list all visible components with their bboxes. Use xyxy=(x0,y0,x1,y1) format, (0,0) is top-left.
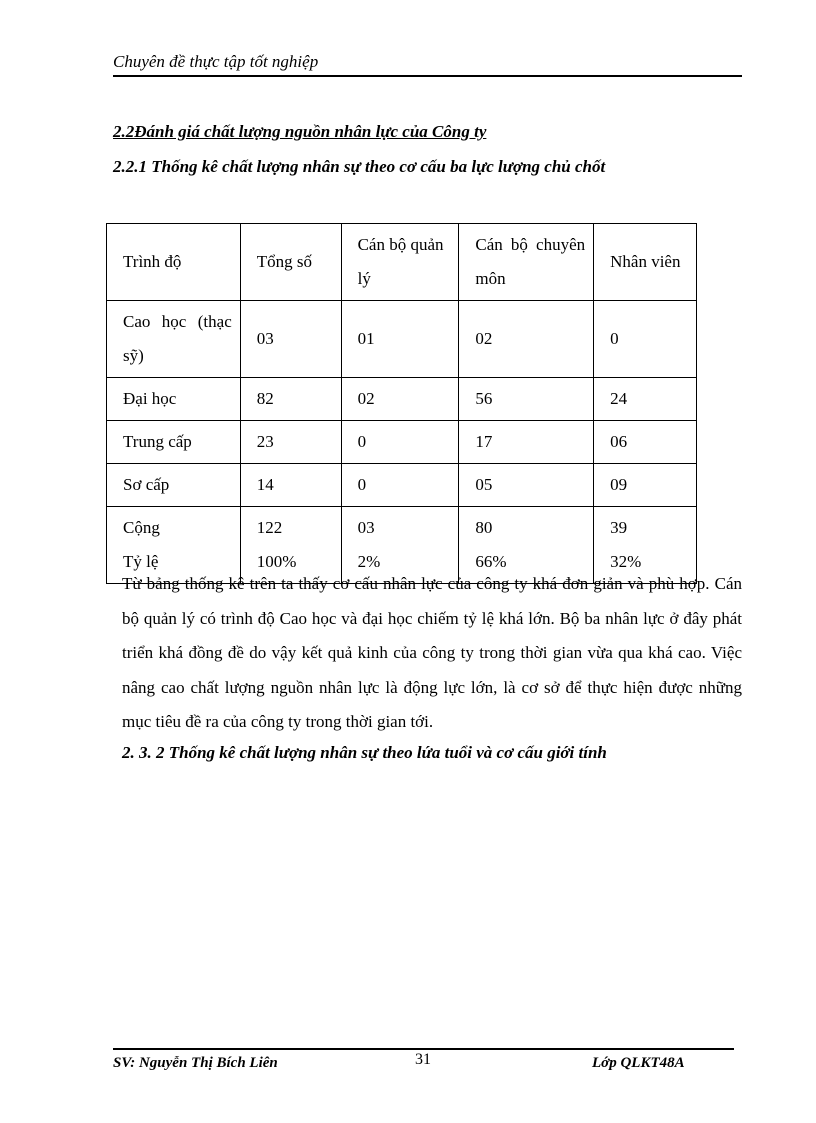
table-cell: 01 xyxy=(341,301,459,378)
table-cell: 0 xyxy=(594,301,697,378)
total-value: 03 xyxy=(357,518,375,537)
ratio-value: 32% xyxy=(610,552,642,571)
table-cell: 03 xyxy=(240,301,341,378)
table-cell: 0 xyxy=(341,464,459,507)
table-cell: 56 xyxy=(459,378,594,421)
table-cell: 09 xyxy=(594,464,697,507)
table-cell: 17 xyxy=(459,421,594,464)
table-cell: Sơ cấp xyxy=(107,464,241,507)
table-cell: 82 xyxy=(240,378,341,421)
analysis-paragraph: Từ bảng thống kê trên ta thấy cơ cấu nhân lực của công ty khá đơn giản và phù hợp. Cán bộ quản lý có trình độ Cao học và đại học chiếm tỷ lệ khá lớn. Bộ ba nhân lực ở đây phát triển khá đồng đề do vậy kết quả kinh của công ty trong thời gian vừa qua khá cao. Việc nâng cao chất lượng nguồn nhân lực là động lực lớn, là cơ sở để thực hiện được những mục tiêu đề ra của công ty trong thời gian tới. xyxy=(122,574,742,731)
table-cell: 05 xyxy=(459,464,594,507)
total-value: 80 xyxy=(475,518,493,537)
table-cell: 02 xyxy=(341,378,459,421)
table-cell: 24 xyxy=(594,378,697,421)
table-row xyxy=(107,301,697,378)
ratio-value: 66% xyxy=(475,552,507,571)
table-cell: 0 xyxy=(341,421,459,464)
total-value: 122 xyxy=(256,518,283,537)
page-number: 31 xyxy=(415,1051,431,1068)
footer-rule xyxy=(113,1048,734,1050)
section-title: 2.2Đánh giá chất lượng nguồn nhân lực của Công ty xyxy=(113,122,487,141)
table-cell: 23 xyxy=(240,421,341,464)
table-header-row xyxy=(107,224,697,301)
table-cell: Trung cấp xyxy=(107,421,241,464)
table-row xyxy=(107,378,697,421)
ratio-value: 2% xyxy=(357,552,381,571)
ratio-value: 100% xyxy=(256,552,297,571)
table-cell: Cao học (thạc sỹ) xyxy=(107,301,241,378)
header-rule xyxy=(113,75,742,77)
table-header-cell: Cán bộ chuyên môn xyxy=(459,224,594,301)
total-value: 39 xyxy=(610,518,628,537)
footer-student: SV: Nguyễn Thị Bích Liên xyxy=(113,1055,278,1071)
table-cell: 14 xyxy=(240,464,341,507)
ratio-label: Tỷ lệ xyxy=(123,552,159,571)
table-row xyxy=(107,421,697,464)
section-title-2: 2. 3. 2 Thống kê chất lượng nhân sự theo lứa tuổi và cơ cấu giới tính xyxy=(122,743,607,762)
table-cell: 02 xyxy=(459,301,594,378)
table-header-cell: Nhân viên xyxy=(594,224,697,301)
subsection-title: 2.2.1 Thống kê chất lượng nhân sự theo cơ cấu ba lực lượng chủ chốt xyxy=(113,157,606,176)
table-row xyxy=(107,464,697,507)
table-cell: 06 xyxy=(594,421,697,464)
table-header-cell: Trình độ xyxy=(107,224,241,301)
page-header: Chuyên đề thực tập tốt nghiệp xyxy=(113,52,319,71)
table-header-cell: Tổng số xyxy=(240,224,341,301)
table-header-cell: Cán bộ quản lý xyxy=(341,224,459,301)
total-label: Cộng xyxy=(123,518,160,537)
staff-quality-table xyxy=(106,223,697,584)
table-cell: Đại học xyxy=(107,378,241,421)
footer-class: Lớp QLKT48A xyxy=(592,1055,685,1071)
